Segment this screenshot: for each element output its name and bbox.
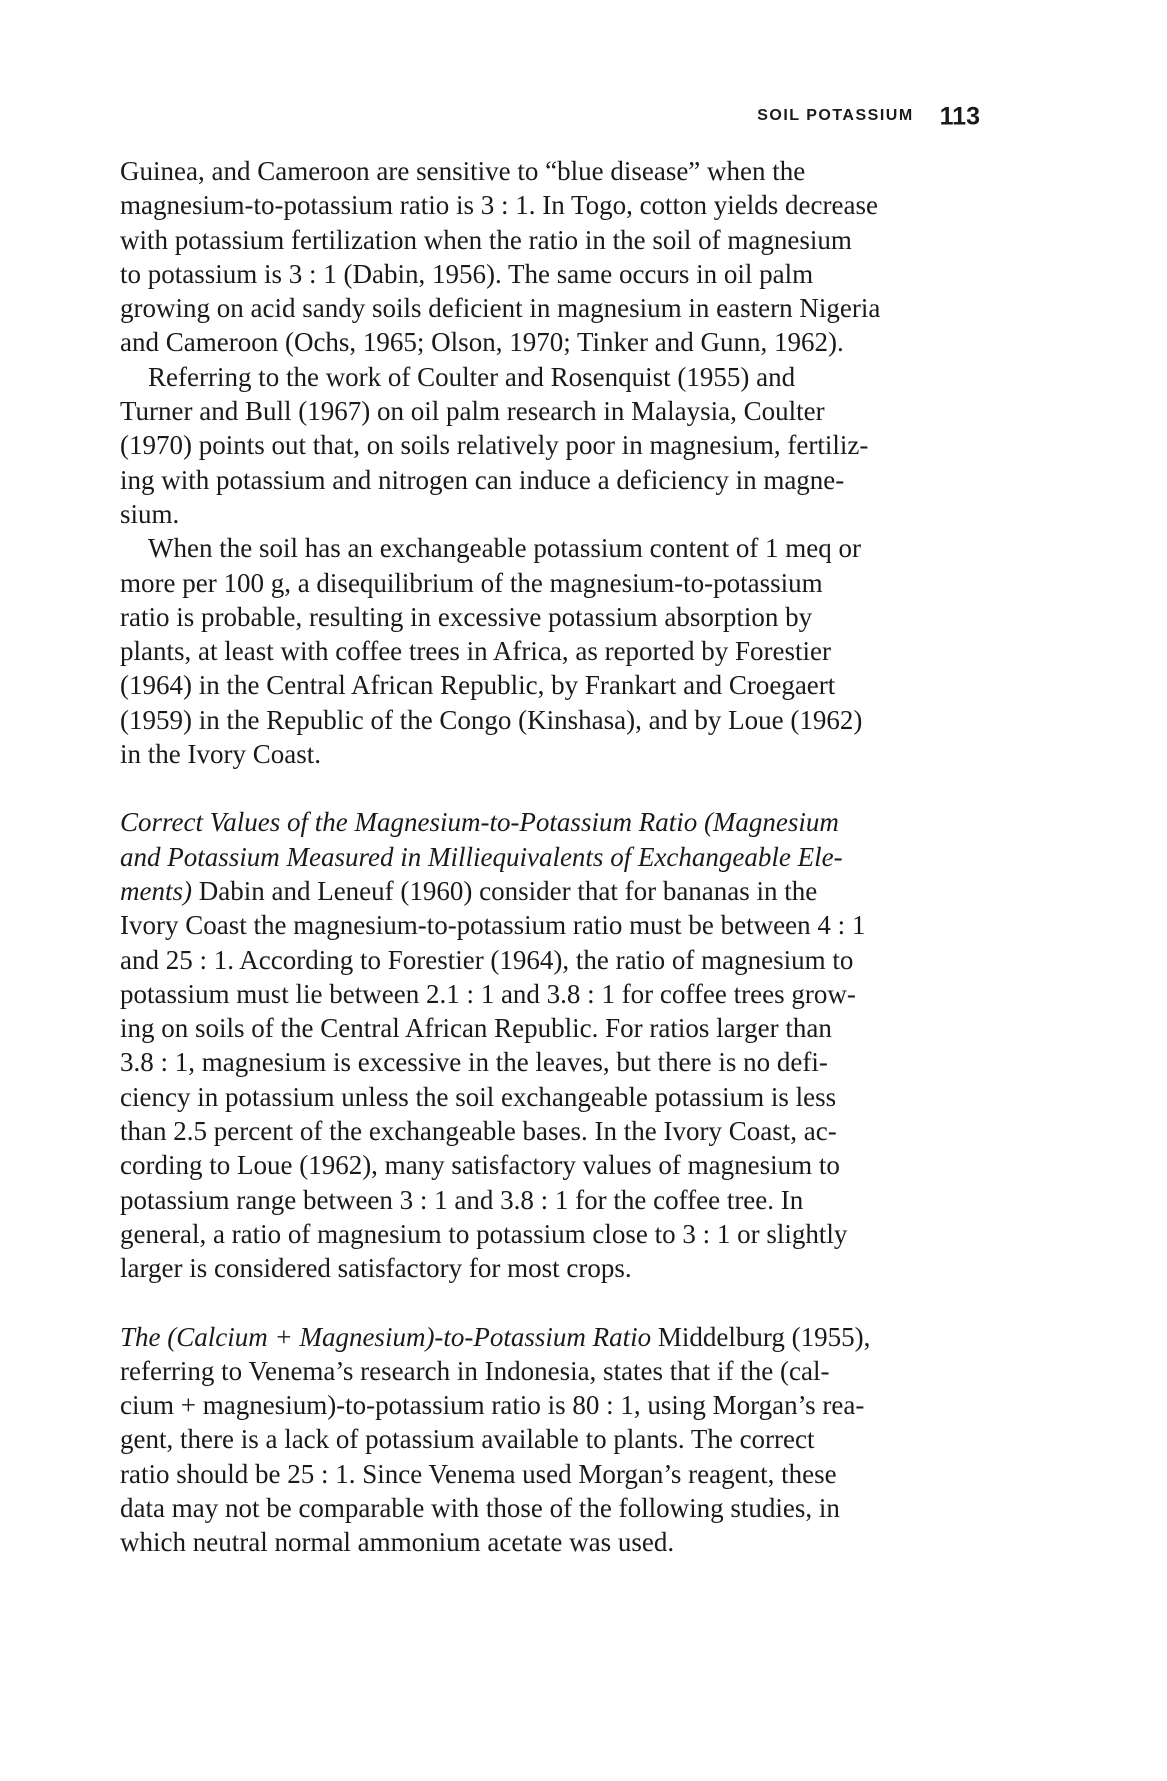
section-spacer (120, 1286, 980, 1320)
running-head-title: SOIL POTASSIUM (757, 107, 914, 125)
text-line: (1964) in the Central African Republic, by Frankart and Croegaert (120, 670, 836, 701)
paragraph-exchangeable-potassium (120, 531, 980, 771)
paragraph-coulter (120, 360, 980, 531)
section-heading: Correct Values of the Magnesium-to-Potassium Ratio (Magnesium (120, 807, 839, 838)
section-spacer (120, 771, 980, 805)
text-line: ratio should be 25 : 1. Since Venema used Morgan’s reagent, these (120, 1458, 837, 1489)
text-line: larger is considered satisfactory for most crops. (120, 1253, 632, 1284)
body-text (120, 154, 980, 1560)
text-line: ing on soils of the Central African Republic. For ratios larger than (120, 1013, 832, 1044)
text-line: Referring to the work of Coulter and Rosenquist (1955) and (148, 361, 796, 392)
page-number: 113 (939, 102, 980, 131)
text-line: Turner and Bull (1967) on oil palm research in Malaysia, Coulter (120, 396, 825, 427)
text-line: cium + magnesium)-to-potassium ratio is 80 : 1, using Morgan’s rea- (120, 1390, 865, 1421)
text-line: Ivory Coast the magnesium-to-potassium ratio must be between 4 : 1 (120, 910, 866, 941)
section-heading: and Potassium Measured in Milliequivalents of Exchangeable Ele- (120, 841, 843, 872)
text-line: ratio is probable, resulting in excessive potassium absorption by (120, 601, 813, 632)
section-ca-mg-k-ratio (120, 1320, 980, 1560)
text-line: cording to Loue (1962), many satisfactory values of magnesium to (120, 1150, 840, 1181)
section-mg-k-ratio (120, 805, 980, 1285)
text-line: and Cameroon (Ochs, 1965; Olson, 1970; Tinker and Gunn, 1962). (120, 327, 844, 358)
text-line: with potassium fertilization when the ratio in the soil of magnesium (120, 224, 852, 255)
running-head (757, 96, 980, 136)
text-line: data may not be comparable with those of the following studies, in (120, 1492, 840, 1523)
text-line: 3.8 : 1, magnesium is excessive in the leaves, but there is no defi- (120, 1047, 828, 1078)
text-line: ments) Dabin and Leneuf (1960) consider that for bananas in the (120, 875, 818, 906)
text-line: than 2.5 percent of the exchangeable bases. In the Ivory Coast, ac- (120, 1116, 837, 1147)
text-line: (1959) in the Republic of the Congo (Kinshasa), and by Loue (1962) (120, 704, 863, 735)
text-line: potassium range between 3 : 1 and 3.8 : 1 for the coffee tree. In (120, 1184, 804, 1215)
text-line: to potassium is 3 : 1 (Dabin, 1956). The same occurs in oil palm (120, 258, 814, 289)
text-line: and 25 : 1. According to Forestier (1964), the ratio of magnesium to (120, 944, 854, 975)
text-line: potassium must lie between 2.1 : 1 and 3.8 : 1 for coffee trees grow- (120, 978, 856, 1009)
text-line: ing with potassium and nitrogen can induce a deficiency in magne- (120, 464, 845, 495)
text-line: referring to Venema’s research in Indonesia, states that if the (cal- (120, 1355, 830, 1386)
text-line: Guinea, and Cameroon are sensitive to “blue disease” when the (120, 156, 806, 186)
text-line: growing on acid sandy soils deficient in magnesium in eastern Nigeria (120, 293, 881, 324)
text-line: general, a ratio of magnesium to potassium close to 3 : 1 or slightly (120, 1218, 848, 1249)
paragraph-continuation (120, 154, 980, 360)
text-line: gent, there is a lack of potassium available to plants. The correct (120, 1424, 815, 1455)
text-line: (1970) points out that, on soils relatively poor in magnesium, fertiliz- (120, 430, 869, 461)
text-line (120, 840, 980, 874)
section-heading: The (Calcium + Magnesium)-to-Potassium Ratio (120, 1321, 652, 1352)
text-line (120, 805, 980, 839)
text-line: more per 100 g, a disequilibrium of the magnesium-to-potassium (120, 567, 823, 598)
text-line: in the Ivory Coast. (120, 739, 321, 770)
text-line: The (Calcium + Magnesium)-to-Potassium Ratio Middelburg (1955), (120, 1321, 871, 1352)
text-line: magnesium-to-potassium ratio is 3 : 1. In Togo, cotton yields decrease (120, 190, 878, 221)
text-line: sium. (120, 498, 180, 529)
text-line: When the soil has an exchangeable potassium content of 1 meq or (148, 533, 862, 564)
text-line: which neutral normal ammonium acetate was used. (120, 1527, 675, 1558)
section-heading: ments) (120, 875, 192, 906)
text-line: plants, at least with coffee trees in Africa, as reported by Forestier (120, 636, 832, 667)
text-line: ciency in potassium unless the soil exchangeable potassium is less (120, 1081, 837, 1112)
